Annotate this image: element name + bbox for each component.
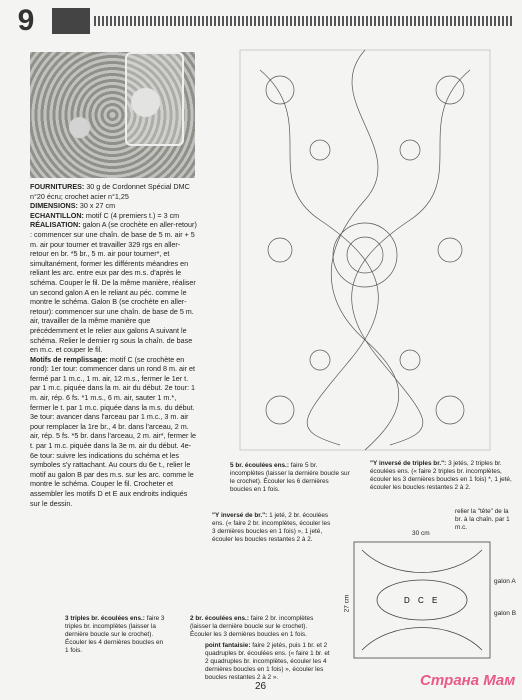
- fournitures-label: FOURNITURES:: [30, 182, 85, 191]
- schema-galon-b-label: galon B: [494, 610, 517, 617]
- legend-y-br: [212, 512, 332, 544]
- motifs-text: motif C (se crochète en rond): 1er tour: commencer dans un rond 8 m. air et fermé par 1 m.c., 1 m. air, 12 m.s., fermer le 1er t. par 1 m.c. piquée dans la m. air du début. 2e tour: 1 m. air, rép. 6 fs. *1 m.s., 6 m. air, sauter 1 m.*, fermer le t. par 1 m.c. piquée dans la m.s. du début. 3e tour: avancer dans l'arceau par 1 m.c., 3 m. air pour remplacer la 1re br., 4 br. dans l'arceau, 2 m. air, rép. 5 fs. *5 br. dans l'arceau, 2 m. air*, fermer le t. par 1 m.c. piquée dans la 3e m. air du début. 4e-6e tour: suivre les indications du schéma et les symboles s'y rattachant. Au cours du 6e t., relier le motif au galon B par des m.s. sur les arc. comme le montre le schéma. Couper le fil. Crocheter et assembler les motifs D et E aux endroits indiqués sur le dessin.: [30, 354, 196, 508]
- legend-text: faire 2 br. incomplètes (laisser la dernière boucle sur le crochet). Écouler les 3 dernières boucles en 1 fois.: [190, 615, 314, 638]
- motif-c: [438, 238, 462, 262]
- galon-a-left: [260, 70, 378, 445]
- schema-drawing: [352, 540, 492, 660]
- motif-e: [400, 140, 420, 160]
- motif-d: [333, 223, 397, 287]
- galon-b: [331, 50, 399, 450]
- crochet-chart-diagram: [200, 40, 518, 460]
- motif-e: [310, 140, 330, 160]
- legend-title: 2 br. écoulées ens.:: [190, 615, 249, 622]
- legend-5br: [230, 462, 350, 494]
- schema-motif-c: C: [418, 596, 424, 605]
- motif-c: [268, 238, 292, 262]
- legend-title: 5 br. écoulées ens.:: [230, 462, 289, 469]
- legend-text: 1 jeté, 2 br. écoulées ens. (« faire 2 br. incomplètes, écouler les 3 dernières boucles en 1 fois) », 1 jeté, écouler les boucles restantes 2 à 2.: [212, 512, 331, 543]
- schema-motif-e: E: [432, 596, 438, 605]
- motif-e: [310, 350, 330, 370]
- motif-e: [400, 350, 420, 370]
- pattern-number: 9: [17, 4, 35, 37]
- motif-c: [266, 76, 294, 104]
- motifs-label: Motifs de remplissage:: [30, 354, 108, 364]
- legend-relier: [455, 508, 517, 532]
- schema-motif-d: D: [404, 596, 410, 605]
- legend-2br: [190, 615, 315, 639]
- legend-y-triple: [370, 460, 515, 492]
- header-stripe: [94, 16, 514, 26]
- product-photo: [30, 52, 195, 178]
- legend-text: faire 3 triples br. incomplètes (laisser la dernière boucle sur le crochet). Écouler les 4 dernières boucles en 1 fois.: [65, 615, 165, 654]
- legend-fantaisie: [205, 642, 335, 682]
- echantillon-label: ECHANTILLON:: [30, 210, 84, 220]
- legend-3triple: [65, 615, 165, 655]
- realisation-label: RÉALISATION:: [30, 220, 81, 230]
- fournitures-text: 30 g de Cordonnet Spécial DMC n°20 écru; crochet acier n°1,25: [30, 182, 190, 201]
- legend-title: "Y inversé de br.":: [212, 512, 268, 519]
- motif-c: [436, 396, 464, 424]
- schema-width: 30 cm: [412, 530, 430, 537]
- watermark: Страна Мам: [420, 672, 516, 689]
- legend-title: point fantaisie:: [205, 642, 251, 649]
- legend-title: 3 triples br. écoulées ens.:: [65, 615, 145, 622]
- schema-height: 27 cm: [343, 594, 351, 613]
- galon-a-right: [352, 70, 470, 445]
- crochet-logo-icon: [52, 8, 90, 34]
- schema-galon-a-label: galon A: [494, 578, 516, 585]
- instructions-text: [30, 182, 198, 508]
- chart-frame: [240, 50, 490, 450]
- assembly-schema: [343, 530, 517, 670]
- echantillon-text: motif C (4 premiers t.) = 3 cm: [85, 210, 180, 220]
- motif-c: [436, 76, 464, 104]
- dimensions-text: 30 x 27 cm: [79, 201, 116, 211]
- legend-title: "Y inversé de triples br.":: [370, 460, 447, 467]
- legend-text: faire 2 jetés, puis 1 br. et 2 quadruples br. écoulées ens. (« faire 1 br. et 2 quadruples br. incomplètes, écouler les 4 dernières boucles en 1 fois) », écouler les boucles restantes 2 à 2 ».: [205, 642, 330, 681]
- motif-d-inner: [347, 237, 383, 273]
- glass-image: [125, 52, 184, 146]
- header: [2, 6, 520, 36]
- legend-text: relier la "tête" de la br. à la chaîn. par 1 m.c.: [455, 508, 510, 531]
- page-number: 26: [255, 681, 267, 692]
- dimensions-label: DIMENSIONS:: [30, 201, 78, 211]
- legend-text: faire 5 br. incomplètes (laisser la dernière boucle sur le crochet). Écouler les 6 dernières boucles en 1 fois.: [230, 462, 350, 493]
- motif-c: [266, 396, 294, 424]
- realisation-text: galon A (se crochète en aller-retour) : commencer sur une chaîn. de base de 5 m. air + 5 m. air pour tourner et travailler 329 rgs en aller-retour en br. *5 br., 5 m. air pour tourner*, et simultanément, former les différents méandres en reliant les arc. entre eux par des m.s. d'après le schéma. Couper le fil. De la même manière, réaliser un second galon A en le reliant au péc. comme le montre le schéma. Galon B (se crochète en aller-retour): commencer sur une chaîn. de base de 5 m. air, travailler de la même manière que précédemment et le relier aux galons A suivant le schéma. Relier le dernier rg sous la chaîn. de base en m.c. et couper le fil.: [30, 220, 197, 355]
- legend-text: 3 jetés, 2 triples br. écoulées ens. (« faire 2 triples br. incomplètes, écouler les 3 dernières boucles en 1 fois) *, 1 jeté, écouler les boucles restantes 2 à 2.: [370, 460, 512, 491]
